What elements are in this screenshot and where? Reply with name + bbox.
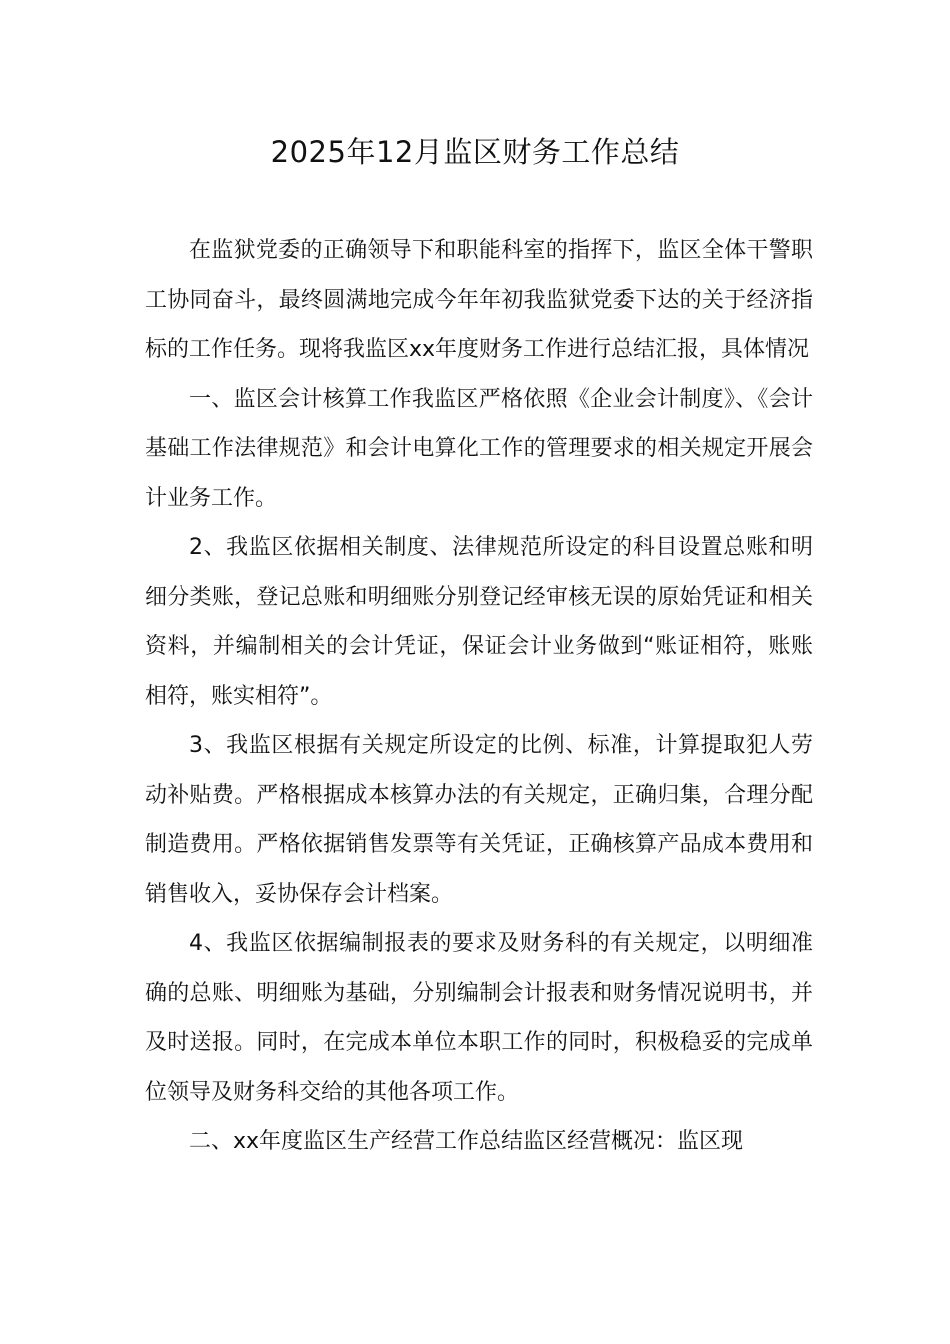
paragraph-reports: 4、我监区依据编制报表的要求及财务科的有关规定，以明细准确的总账、明细账为基础，分别编制会计报表和财务情况说明书，并及时送报。同时，在完成本单位本职工作的同时，积极稳妥的完成单位领导及财务科交给的其他各项工作。 <box>145 931 813 1105</box>
document-title: 2025年12月监区财务工作总结 <box>270 135 680 169</box>
paragraph-production: 二、xx年度监区生产经营工作总结监区经营概况：监区现 <box>189 1129 744 1154</box>
paragraph-accounting: 一、监区会计核算工作我监区严格依照《企业会计制度》、《会计基础工作法律规范》和会计电算化工作的管理要求的相关规定开展会计业务工作。 <box>145 386 813 511</box>
document-body <box>145 226 813 1167</box>
paragraph-ledger: 2、我监区依据相关制度、法律规范所设定的科目设置总账和明细分类账，登记总账和明细账分别登记经审核无误的原始凭证和相关资料，并编制相关的会计凭证，保证会计业务做到“账证相符，账账相符，账实相符”。 <box>145 535 813 709</box>
paragraph-intro: 在监狱党委的正确领导下和职能科室的指挥下，监区全体干警职工协同奋斗，最终圆满地完成今年年初我监狱党委下达的关于经济指标的工作任务。现将我监区xx年度财务工作进行总结汇报，具体情况 <box>145 238 813 362</box>
paragraph-costs: 3、我监区根据有关规定所设定的比例、标准，计算提取犯人劳动补贴费。严格根据成本核算办法的有关规定，正确归集，合理分配制造费用。严格依据销售发票等有关凭证，正确核算产品成本费用和销售收入，妥协保存会计档案。 <box>145 733 813 907</box>
